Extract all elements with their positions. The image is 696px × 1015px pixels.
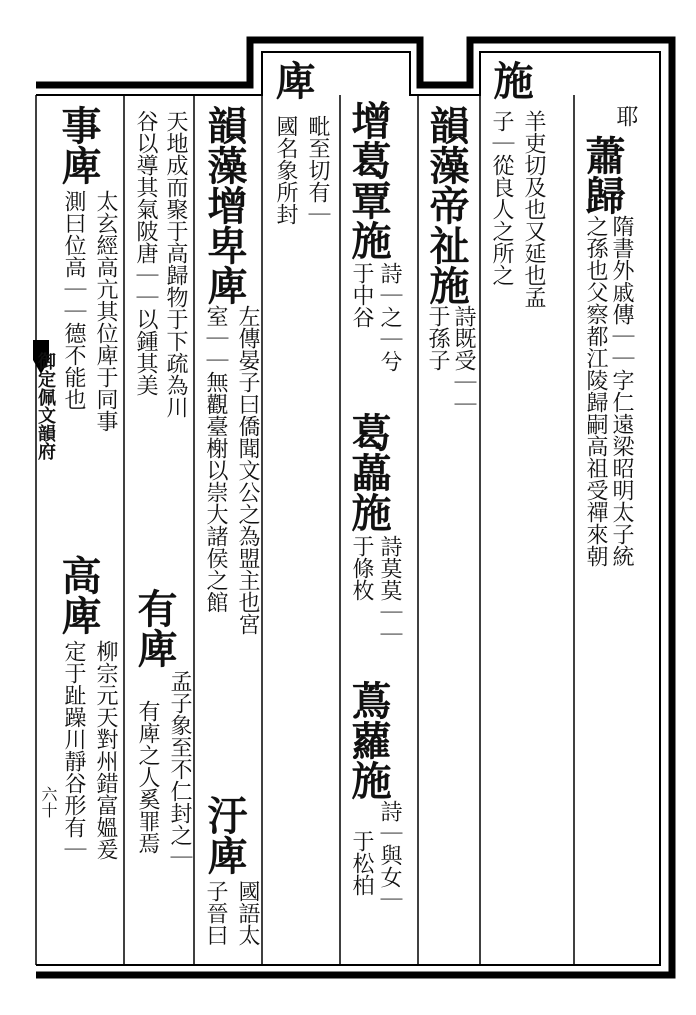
spine-title: 御定佩文韻府 <box>35 352 56 460</box>
entry-heading: 增葛覃施 <box>345 100 392 260</box>
text-column-7b: 詩莫莫｜｜ <box>377 535 402 645</box>
text-column-15: 子晉曰 <box>203 880 228 946</box>
entry-heading: 韻藻增卑庳 <box>201 105 248 305</box>
text-column-13b: 孟子象至不仁封之｜ <box>167 670 192 868</box>
text-column-2: 之孫也父察都江陵歸嗣高祖受禪來朝 <box>583 215 608 567</box>
entry-heading: 韻藻帝祉施 <box>423 105 470 305</box>
text-column-13: 天地成而聚于高歸物于下疏為川 <box>163 110 188 418</box>
entry-heading: 蕭歸 <box>579 135 626 215</box>
text-column-8: 于中谷 <box>349 262 374 328</box>
entry-heading: 汙庳 <box>201 795 248 875</box>
text-column-16b: 柳宗元天對州錯富媼爰 <box>93 640 118 860</box>
text-column-1-body: 隋書外戚傳｜｜字仁遠梁昭明太子統 <box>609 215 634 567</box>
text-column-9: 毗至切有｜ <box>305 115 330 225</box>
text-column-5: 詩既受｜｜ <box>451 305 476 415</box>
text-column-7c: 詩｜與女｜ <box>377 800 402 910</box>
text-column-16: 太玄經高亢其位庳于同事 <box>93 190 118 432</box>
entry-heading: 蔦蘿施 <box>345 680 392 800</box>
entry-heading: 事庳 <box>55 105 102 185</box>
rhyme-heading-bi: 庳 <box>269 60 316 100</box>
text-column-1 <box>614 105 636 127</box>
page-number: 六十 <box>39 786 58 818</box>
entry-heading: 葛藟施 <box>345 412 392 532</box>
entry-heading: 高庳 <box>55 555 102 635</box>
entry-heading: 有庳 <box>131 588 178 668</box>
text-column-12: 室｜｜無觀臺榭以崇大諸侯之館 <box>203 305 228 613</box>
text-column-10: 國名象所封 <box>273 115 298 225</box>
text-column-3: 羊吏切及也又延也孟 <box>521 110 546 308</box>
text-column-7: 詩｜之｜兮 <box>377 262 402 372</box>
text-column-6: 于孫子 <box>425 305 450 371</box>
rhyme-heading-shi: 施 <box>487 60 534 100</box>
text-column-17b: 定于趾躁川靜谷形有｜ <box>61 640 86 860</box>
column-head-char: 耶 <box>613 105 638 127</box>
text-column-4: 子｜從良人之所之 <box>489 110 514 286</box>
text-column-14: 谷以導其氣陂唐｜｜以鍾其美 <box>133 110 158 396</box>
text-column-14b: 有庳之人奚罪焉 <box>135 700 160 854</box>
text-column-8c: 于松柏 <box>349 830 374 896</box>
text-column-12b: 國語太 <box>235 880 260 946</box>
text-column-11: 左傳晏子曰僑聞文公之為盟主也宮 <box>235 305 260 635</box>
text-column-17: 測曰位高｜｜德不能也 <box>61 190 86 410</box>
text-column-8b: 于條枚 <box>349 535 374 601</box>
